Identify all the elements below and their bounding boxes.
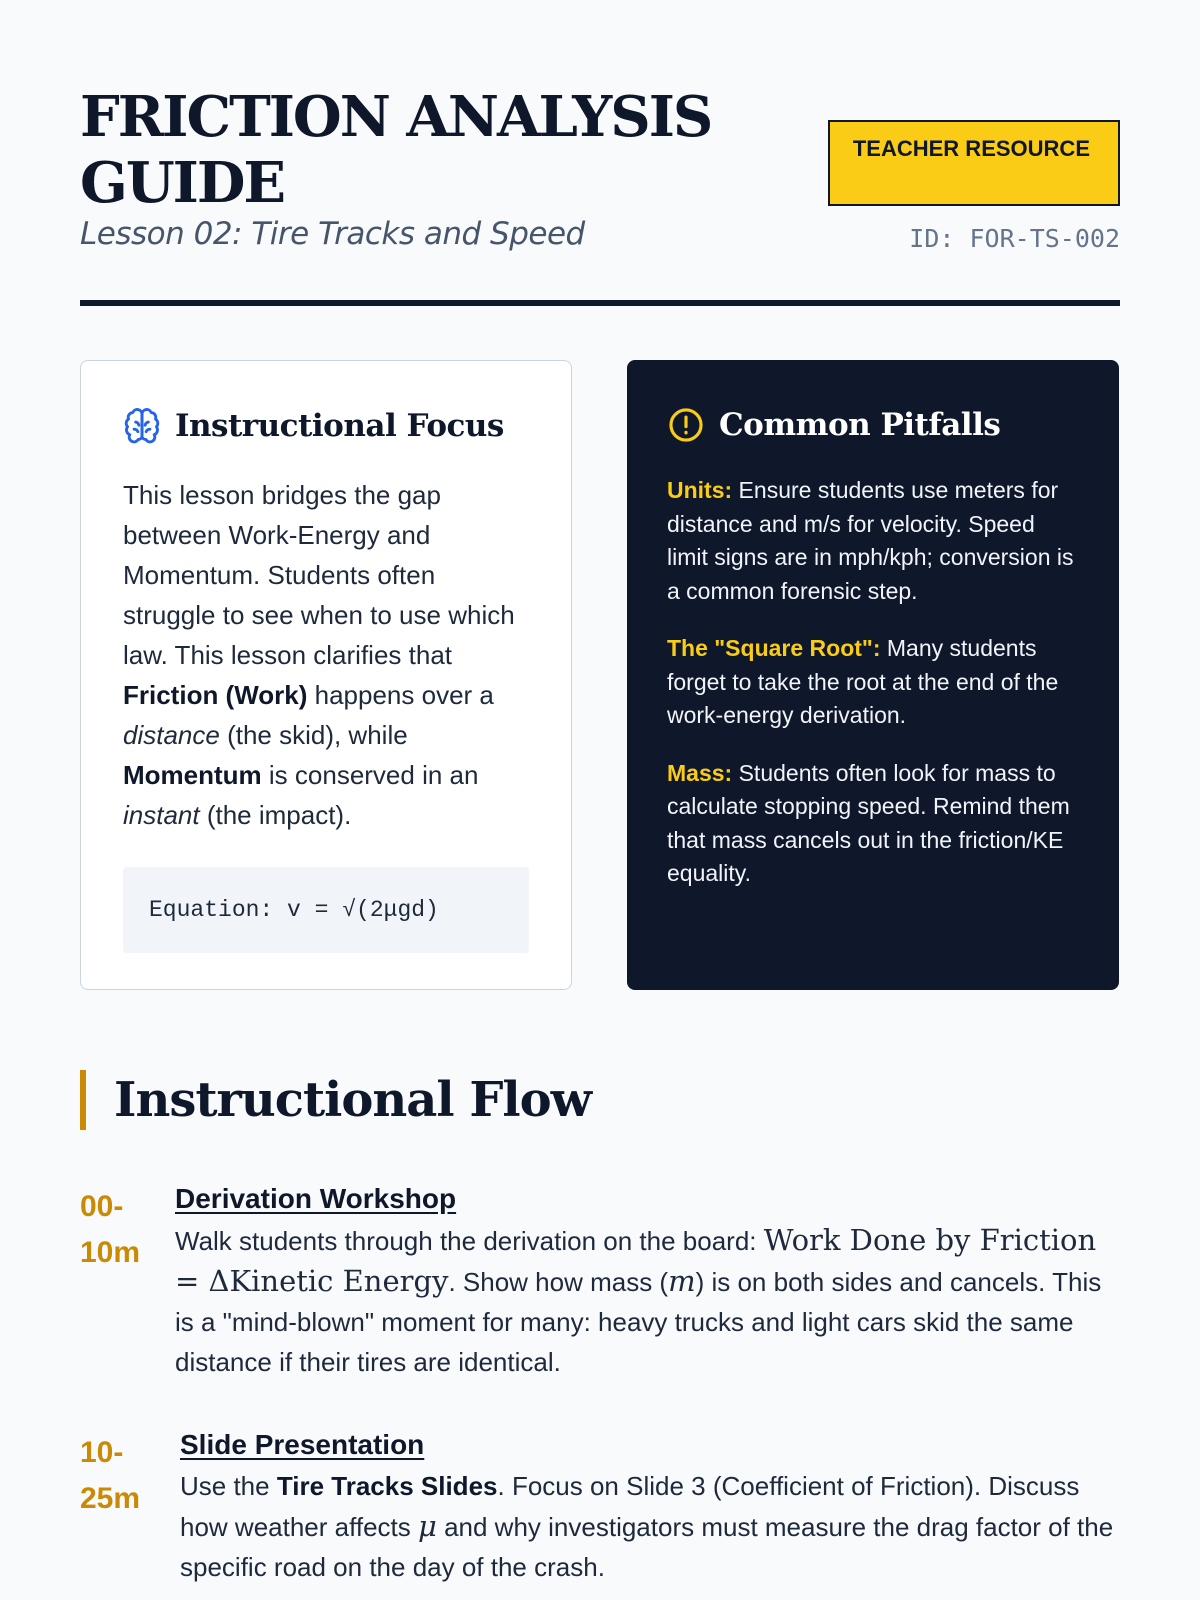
step-description: Walk students through the derivation on the board: Work Done by Friction = ΔKinetic Energy. Show how mass (m) is on both sides and cancels. This is a "mind-blown" moment for many: heavy trucks and light cars skid the same distance if their tires are identical.: [175, 1223, 1102, 1377]
pitfall-item-square-root: The "Square Root": Many students forget to take the root at the end of the work-energy derivation.: [667, 635, 1059, 728]
focus-em-instant: instant: [123, 800, 200, 830]
focus-bold-momentum: Momentum: [123, 760, 262, 790]
header: [80, 0, 1120, 300]
math-expression: Work Done by Friction = ΔKinetic Energy: [175, 1223, 1097, 1298]
pitfall-item-units: Units: Ensure students use meters for distance and m/s for velocity. Speed limit signs are in mph/kph; conversion is a common forensic step.: [667, 477, 1074, 604]
step-body: [180, 1424, 1120, 1587]
pitfalls-card-title: Common Pitfalls: [719, 407, 1001, 443]
step-body: [175, 1178, 1120, 1382]
focus-card-title: Instructional Focus: [175, 408, 504, 444]
document-id: ID: FOR-TS-002: [909, 224, 1120, 253]
flow-step-slides: [80, 1430, 1120, 1600]
pitfall-label: Mass:: [667, 759, 733, 786]
lesson-guide-page: [80, 0, 1120, 1582]
flow-step-derivation: [80, 1184, 1120, 1394]
focus-card-header: [123, 405, 529, 447]
step-description: Use the Tire Tracks Slides. Focus on Slide 3 (Coefficient of Friction). Discuss how weather affects μ and why investigators must measure the drag factor of the specific road on the day of the crash.: [180, 1471, 1114, 1582]
instructional-flow-heading: Instructional Flow: [80, 1070, 591, 1130]
step-title: Derivation Workshop: [175, 1183, 457, 1214]
page-title: FRICTION ANALYSIS GUIDE: [80, 84, 712, 216]
common-pitfalls-card: [627, 360, 1119, 990]
pitfalls-card-header: [667, 404, 1079, 446]
focus-bold-friction: Friction (Work): [123, 680, 308, 710]
math-variable-mu: μ: [418, 1509, 437, 1543]
alert-circle-icon: [667, 406, 705, 444]
equation-box: Equation: v = √(2μgd): [123, 867, 529, 953]
header-divider: [80, 300, 1120, 306]
step-title: Slide Presentation: [180, 1429, 425, 1460]
step-time: 00-10m: [80, 1190, 141, 1269]
focus-description: This lesson bridges the gap between Work-Energy and Momentum. Students often struggle to see when to use which law. This lesson clarifies that Friction (Work) happens over a distance (the skid), while Momentum is conserved in an instant (the impact).: [123, 480, 515, 830]
focus-em-distance: distance: [123, 720, 220, 750]
brain-icon: [123, 407, 161, 445]
lesson-subtitle: Lesson 02: Tire Tracks and Speed: [80, 216, 585, 252]
pitfall-label: The "Square Root":: [667, 635, 881, 661]
math-variable-m: m: [668, 1264, 696, 1298]
instructional-focus-card: [80, 360, 572, 990]
pitfall-label: Units:: [667, 477, 733, 503]
teacher-resource-badge: TEACHER RESOURCE: [828, 120, 1120, 206]
step-time: 10-25m: [80, 1436, 141, 1515]
step-bold-slides: Tire Tracks Slides: [276, 1471, 498, 1501]
pitfall-item-mass: Mass: Students often look for mass to calculate stopping speed. Remind them that mass cancels out in the friction/KE equality.: [667, 759, 1070, 886]
